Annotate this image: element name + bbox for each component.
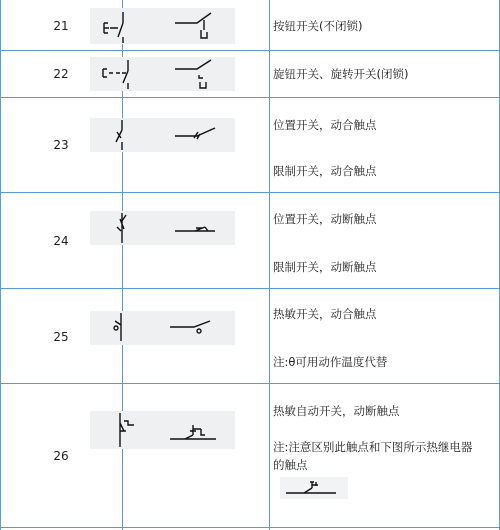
description-line: 热敏自动开关，动断触点 <box>273 404 400 418</box>
row-divider <box>0 288 500 289</box>
position-switch-make-symbol <box>90 118 235 152</box>
description-line: 位置开关，动合触点 <box>273 118 377 132</box>
description-line: 旋钮开关、旋转开关(闭锁) <box>273 67 409 81</box>
thermal-relay-contact-symbol <box>280 477 348 499</box>
description-note: 注:注意区别此触点和下图所示热继电器的触点 <box>273 440 473 472</box>
row-divider <box>0 527 500 528</box>
row-divider <box>0 192 500 193</box>
table-divider-2 <box>269 0 270 530</box>
description-line: 注:θ可用动作温度代替 <box>273 355 388 369</box>
description-line: 限制开关，动合触点 <box>273 164 377 178</box>
push-button-switch-symbol <box>90 8 235 44</box>
row-number: 24 <box>53 234 69 248</box>
description-line: 按钮开关(不闭锁) <box>273 19 363 33</box>
rotary-switch-symbol <box>90 57 235 91</box>
row-number: 22 <box>53 67 69 81</box>
row-number: 26 <box>53 449 69 463</box>
description-line: 位置开关，动断触点 <box>273 212 377 226</box>
description-line: 热敏开关，动合触点 <box>273 307 377 321</box>
row-number: 21 <box>53 19 69 33</box>
description-line: 限制开关，动断触点 <box>273 260 377 274</box>
position-switch-break-symbol <box>90 211 235 245</box>
row-divider <box>0 50 500 51</box>
row-number: 25 <box>53 330 69 344</box>
row-divider <box>0 97 500 98</box>
thermal-switch-make-symbol <box>90 311 235 345</box>
row-number: 23 <box>53 138 69 152</box>
thermal-auto-switch-break-symbol <box>90 411 235 449</box>
row-divider <box>0 383 500 384</box>
